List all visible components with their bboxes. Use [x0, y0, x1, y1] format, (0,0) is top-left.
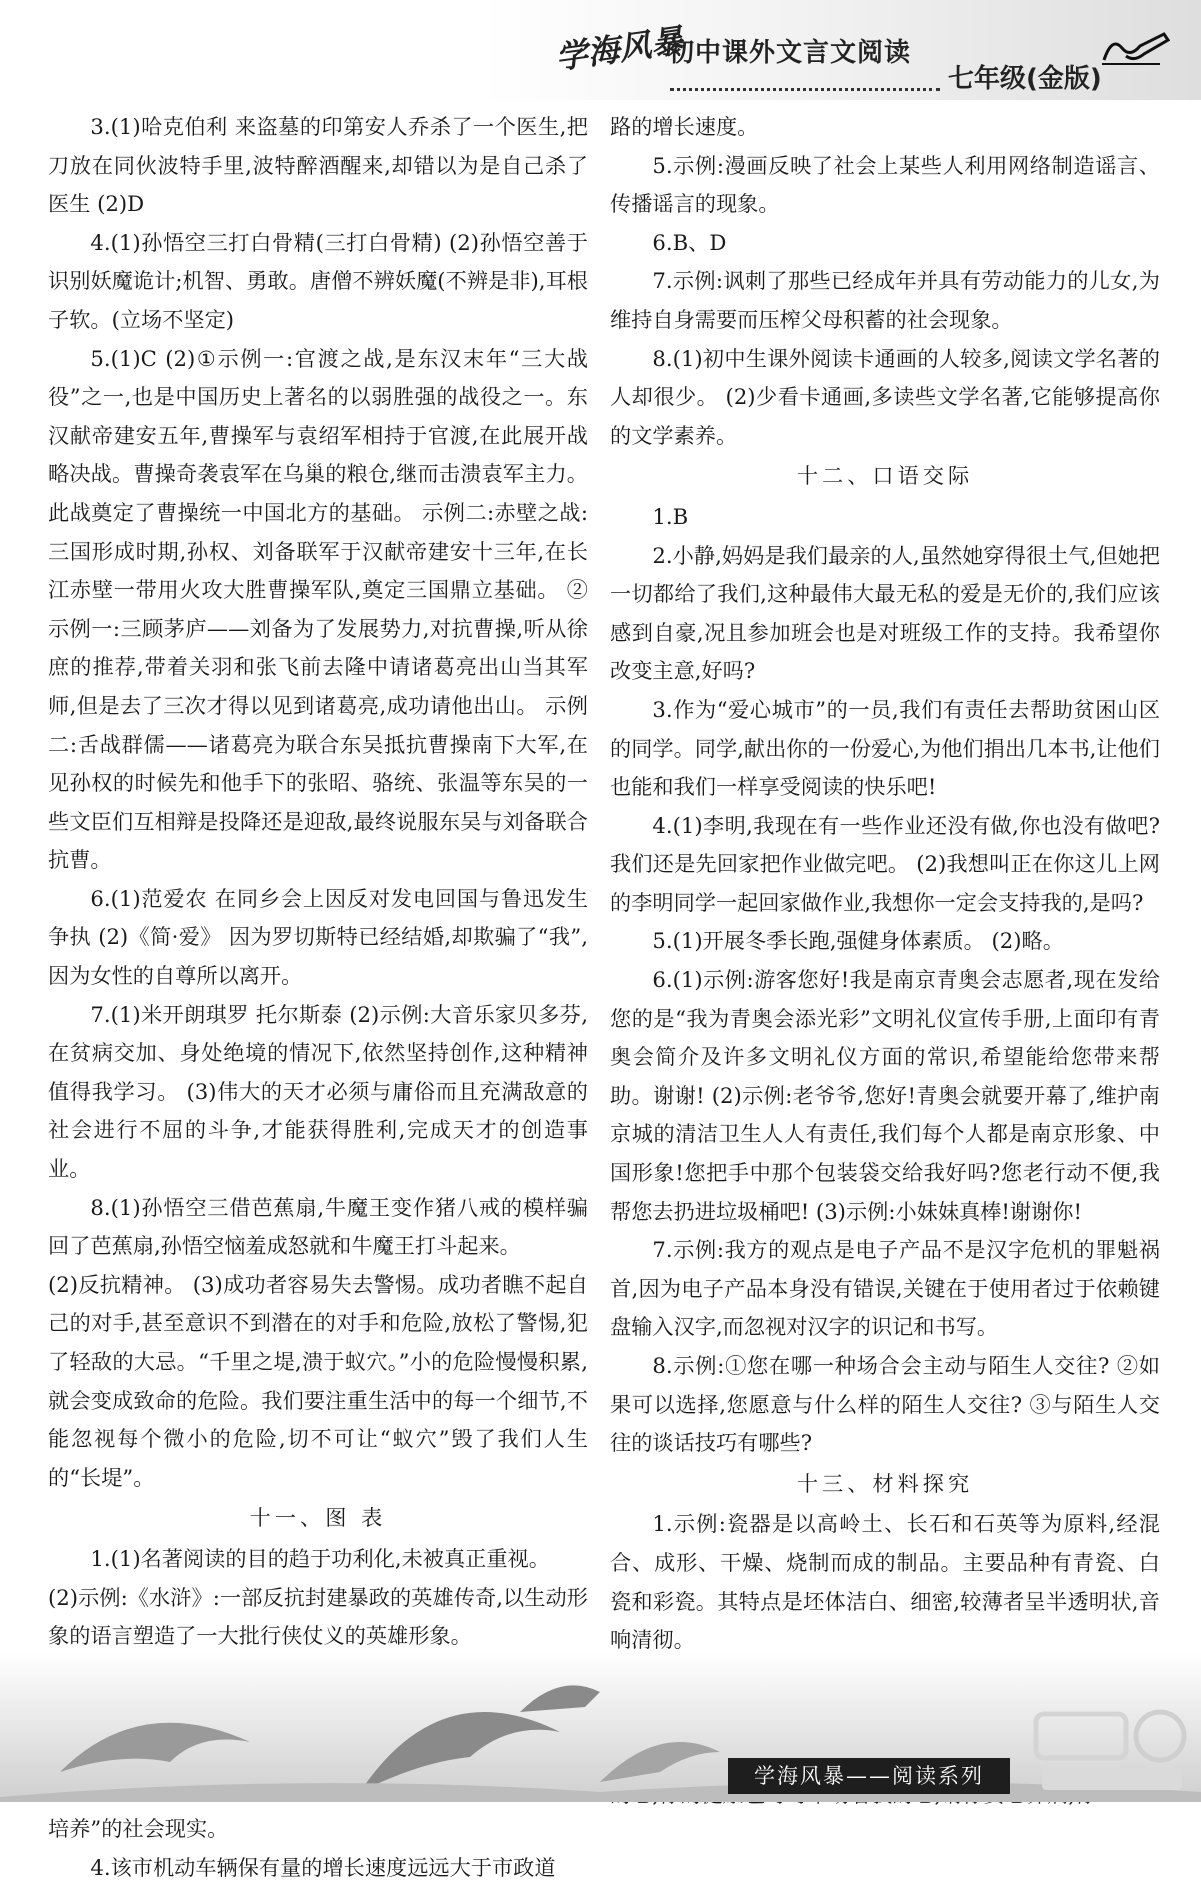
series-title: 初中课外文言文阅读: [668, 38, 912, 68]
answer-paragraph: 4.(1)孙悟空三打白骨精(三打白骨精) (2)孙悟空善于识别妖魔诡计;机智、勇敢。唐僧不辨妖魔(不辨是非),耳根子软。(立场不坚定): [48, 229, 588, 332]
answer-paragraph: 1.示例:瓷器是以高岭土、长石和石英等为原料,经混合、成形、干燥、烧制而成的制品。主要品种有青瓷、白瓷和彩瓷。其特点是坯体洁白、细密,较薄者呈半透明状,音响清彻。: [610, 1511, 1160, 1653]
answer-paragraph: 1.(1)名著阅读的目的趋于功利化,未被真正重视。: [90, 1545, 550, 1571]
answer-paragraph: 路的增长速度。: [610, 114, 759, 139]
answer-paragraph: 培养”的社会现实。: [48, 1816, 229, 1842]
answer-paragraph: (2)示例:《水浒》:一部反抗封建暴政的英雄传奇,以生动形象的语言塑造了一大批行侠仗义的英雄形象。: [48, 1584, 588, 1649]
watermark-logo-icon: [1030, 1700, 1195, 1800]
header-divider: [670, 88, 940, 91]
answer-paragraph: 2.小静,妈妈是我们最亲的人,虽然她穿得很土气,但她把一切都给了我们,这种最伟大最无私的爱是无价的,我们应该感到自豪,况且参加班会也是对班级工作的支持。我希望你改变主意,好吗?: [610, 542, 1160, 684]
grade-label: 七年级(金版): [948, 64, 1102, 94]
answer-paragraph: 6.(1)范爱农 在同乡会上因反对发电回国与鲁迅发生争执 (2)《简·爱》 因为罗切斯特已经结婚,却欺骗了“我”,因为女性的自尊所以离开。: [48, 885, 588, 989]
answer-paragraph: 7.示例:讽刺了那些已经成年并具有劳动能力的儿女,为维持自身需要而压榨父母积蓄的社会现象。: [610, 268, 1160, 332]
section-heading: 十三、材料探究: [796, 1470, 974, 1496]
answer-paragraph: 6.B、D: [652, 229, 727, 255]
answer-paragraph: 5.(1)C (2)①示例一:官渡之战,是东汉末年“三大战役”之一,也是中国历史上著名的以弱胜强的战役之一。东汉献帝建安五年,曹操军与袁绍军相持于官渡,在此展开战略决战。曹操奇袭袁军在乌巢的粮仓,继而击溃袁军主力。此战奠定了曹操统一中国北方的基础。 示例二:赤壁之战:三国形成时期,孙权、刘备联军于汉献帝建安十三年,在长江赤壁一带用火攻大胜曹操军队,奠定三国鼎立基础。 ②示例一:三顾茅庐——刘备为了发展势力,对抗曹操,听从徐庶的推荐,带着关羽和张飞前去隆中请诸葛亮出山当其军师,但是去了三次才得以见到诸葛亮,成功请他出山。 示例二:舌战群儒——诸葛亮为联合东吴抵抗曹操南下大军,在见孙权的时候先和他手下的张昭、骆统、张温等东吴的一些文臣们互相辩是投降还是迎敌,最终说服东吴与刘备联合抗曹。: [48, 345, 588, 873]
answer-paragraph: 7.(1)米开朗琪罗 托尔斯泰 (2)示例:大音乐家贝多芬,在贫病交加、身处绝境的情况下,依然坚持创作,这种精神值得我学习。 (3)伟大的天才必须与庸俗而且充满敌意的社会进行不屈的斗争,才能获得胜利,完成天才的创造事业。: [48, 1001, 588, 1182]
answer-paragraph: 8.示例:①您在哪一种场合会主动与陌生人交往? ②如果可以选择,您愿意与什么样的陌生人交往? ③与陌生人交往的谈话技巧有哪些?: [610, 1353, 1160, 1456]
answer-paragraph: 8.(1)初中生课外阅读卡通画的人较多,阅读文学名著的人却很少。 (2)少看卡通画,多读些文学名著,它能够提高你的文学素养。: [610, 345, 1160, 448]
answer-paragraph: 5.(1)开展冬季长跑,强健身体素质。 (2)略。: [652, 928, 1064, 954]
answer-paragraph: 3.(1)哈克伯利 来盗墓的印第安人乔杀了一个医生,把刀放在同伙波特手里,波特醉酒醒来,却错以为是自己杀了医生 (2)D: [48, 114, 588, 217]
right-column: [610, 108, 1160, 1814]
pen-icon: [1100, 28, 1170, 68]
answer-paragraph: 1.B: [652, 503, 689, 529]
answer-paragraph: 7.示例:我方的观点是电子产品不是汉字危机的罪魁祸首,因为电子产品本身没有错误,关键在于使用者过于依赖键盘输入汉字,而忽视对汉字的识记和书写。: [610, 1237, 1160, 1340]
answer-paragraph: 3.作为“爱心城市”的一员,我们有责任去帮助贫困山区的同学。同学,献出你的一份爱心,为他们捐出几本书,让他们也能和我们一样享受阅读的快乐吧!: [610, 696, 1160, 800]
answer-paragraph: 8.(1)孙悟空三借芭蕉扇,牛魔王变作猪八戒的模样骗回了芭蕉扇,孙悟空恼羞成怒就和牛魔王打斗起来。: [48, 1194, 588, 1259]
section-heading: 十一、图 表: [249, 1505, 387, 1531]
answer-paragraph: 6.(1)示例:游客您好!我是南京青奥会志愿者,现在发给您的是“我为青奥会添光彩”文明礼仪宣传手册,上面印有青奥会简介及许多文明礼仪方面的常识,希望能给您带来帮助。谢谢! (2)示例:老爷爷,您好!青奥会就要开幕了,维护南京城的清洁卫生人人有责任,我们每个人都是南京形象、中国形象!您把手中那个包装袋交给我好吗?您老行动不便,我帮您去扔进垃圾桶吧! (3)示例:小妹妹真棒!谢谢你!: [610, 967, 1160, 1224]
answer-paragraph: (2)反抗精神。 (3)成功者容易失去警惕。成功者瞧不起自己的对手,甚至意识不到潜在的对手和危险,放松了警惕,犯了轻敌的大忌。“千里之堤,溃于蚁穴。”小的危险慢慢积累,就会变成致命的危险。我们要注重生活中的每一个细节,不能忽视每个微小的危险,切不可让“蚁穴”毁了我们人生的“长堤”。: [48, 1271, 588, 1490]
answer-paragraph: 4.该市机动车辆保有量的增长速度远远大于市政道: [90, 1854, 556, 1880]
answer-paragraph: 4.(1)李明,我现在有一些作业还没有做,你也没有做吧?我们还是先回家把作业做完吧。 (2)我想叫正在你这儿上网的李明同学一起回家做作业,我想你一定会支持我的,是吗?: [610, 812, 1160, 915]
dolphin-decoration-icon: [0, 1652, 1201, 1802]
left-column: [48, 108, 588, 1887]
footer-series-label: 学海风暴——阅读系列: [728, 1758, 1010, 1794]
brand-logo: 学海风暴: [553, 21, 686, 77]
section-heading: 十二、口语交际: [796, 463, 974, 489]
answer-paragraph: 5.示例:漫画反映了社会上某些人利用网络制造谣言、传播谣言的现象。: [610, 152, 1160, 217]
